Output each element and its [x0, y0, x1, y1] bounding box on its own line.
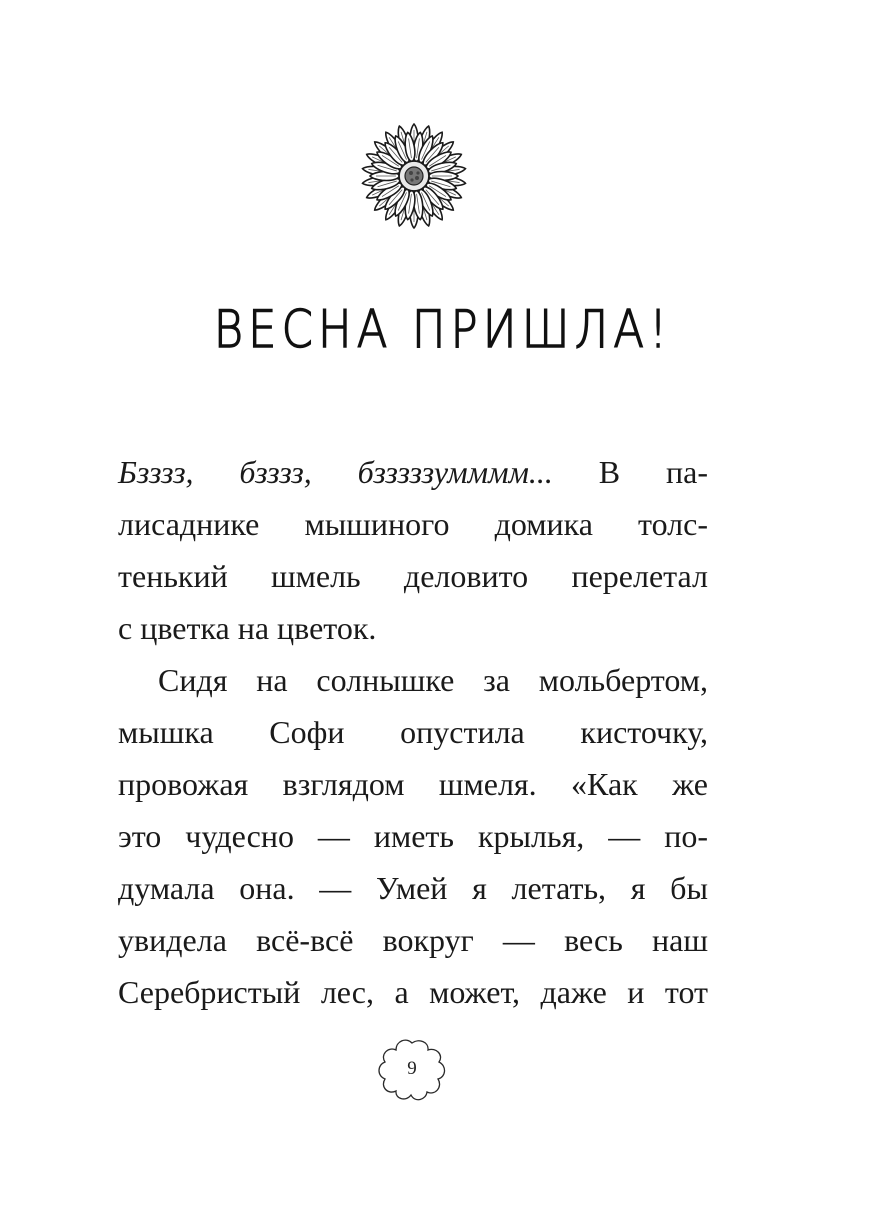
text-word: же	[672, 766, 708, 802]
text-word: по-	[664, 818, 708, 854]
page-number-badge	[377, 1037, 447, 1101]
text-word: это	[118, 818, 162, 854]
text-word: на	[256, 662, 288, 698]
text-word: бы	[670, 870, 708, 906]
text-word: Сидя	[158, 662, 228, 698]
text-line	[118, 602, 708, 654]
text-word: наш	[652, 922, 708, 958]
page-number: 9	[407, 1058, 417, 1079]
text-word: взглядом	[282, 766, 405, 802]
text-line	[118, 758, 708, 810]
text-word: тенький	[118, 558, 228, 594]
text-word: даже	[540, 974, 607, 1010]
text-word: деловито	[403, 558, 529, 594]
text-word: крылья,	[477, 818, 585, 854]
text-word: весь	[564, 922, 623, 958]
text-word: опустила	[400, 714, 525, 750]
text-word: па-	[666, 454, 708, 490]
daisy-icon	[356, 120, 472, 232]
text-word: провожая	[118, 766, 249, 802]
text-word: —	[319, 870, 352, 906]
text-word: бзззззумммм...	[357, 454, 553, 490]
text-word: лисаднике	[118, 506, 260, 542]
text-line	[118, 810, 708, 862]
text-word: вокруг	[382, 922, 474, 958]
chapter-title: ВЕСНА ПРИШЛА!	[213, 300, 673, 360]
text-word: увидела	[118, 922, 227, 958]
text-word: Умей	[375, 870, 448, 906]
text-word: мышиного	[304, 506, 450, 542]
text-line	[118, 914, 708, 966]
text-word: а	[394, 974, 409, 1010]
text-word: тот	[664, 974, 708, 1010]
text-word: думала	[118, 870, 215, 906]
text-word: за	[483, 662, 510, 698]
text-word: лес,	[320, 974, 374, 1010]
text-word: мышка	[118, 714, 214, 750]
text-word: она.	[239, 870, 295, 906]
text-word: летать,	[511, 870, 607, 906]
text-word: может,	[429, 974, 521, 1010]
text-word: и	[627, 974, 645, 1010]
text-word: кисточку,	[580, 714, 708, 750]
text-word: Серебристый	[118, 974, 301, 1010]
text-word: шмеля.	[438, 766, 537, 802]
text-word: иметь	[373, 818, 454, 854]
text-word: толс-	[638, 506, 708, 542]
text-word: —	[317, 818, 350, 854]
text-word: чудесно	[185, 818, 294, 854]
text-word: всё-всё	[256, 922, 354, 958]
text-line	[118, 706, 708, 758]
text-word: —	[608, 818, 641, 854]
text-word: перелетал	[571, 558, 708, 594]
text-line	[118, 446, 708, 498]
body-text	[118, 446, 708, 1018]
text-word: домика	[494, 506, 593, 542]
text-word: шмель	[270, 558, 361, 594]
text-word: мольбертом,	[538, 662, 708, 698]
text-word: я	[472, 870, 487, 906]
text-word: солнышке	[316, 662, 455, 698]
text-word: Софи	[269, 714, 345, 750]
text-word: Бзззз,	[118, 454, 194, 490]
text-word: «Как	[571, 766, 638, 802]
text-word: я	[630, 870, 646, 906]
text-line	[118, 862, 708, 914]
text-word: с цветка на цветок.	[118, 610, 377, 646]
text-line	[118, 654, 708, 706]
text-word: В	[598, 454, 621, 490]
text-word: бзззз,	[239, 454, 312, 490]
text-line	[118, 550, 708, 602]
text-line	[118, 498, 708, 550]
text-line	[118, 966, 708, 1018]
text-word: —	[502, 922, 535, 958]
